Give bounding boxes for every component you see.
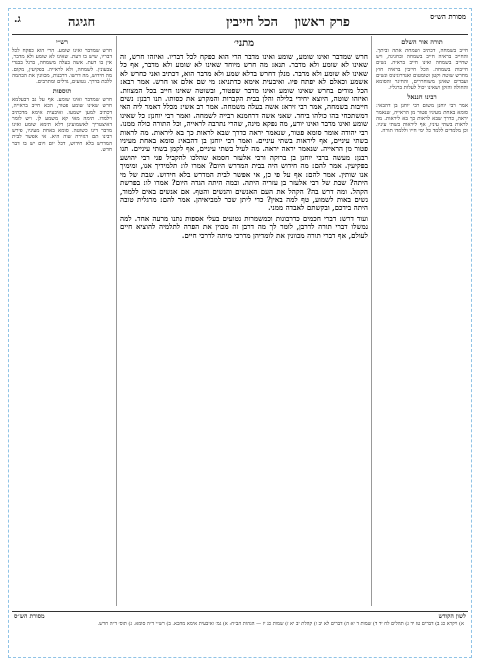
main-opening-word: מתני׳ bbox=[233, 38, 255, 49]
torah-or-heading: תורה אור השלם bbox=[401, 38, 443, 46]
right-commentary bbox=[376, 36, 468, 606]
tractate-title: חגיגה bbox=[68, 15, 96, 30]
rashi-heading: רש״י bbox=[56, 38, 68, 46]
tosafot-text: חרש שמדבר ואינו שומע. אף על גב דבעלמא חרש שאינו שומע פטור, הכא חייב בראייה, דכתיב למען ישמעו. ואיבעית אימא מדכתיב וילמדו. תימה מאי קא משמע לן. ויש לומר דאיצטריך לאשמועינן דלא תימא שומע ואינו מדבר דינו כשוטה. סומא באחת מעיניו, פירש רבינו תם דגזירה שוה היא. אי אפשר לבית המדרש בלא חידוש, דכל יום ויום יש בו דבר חדש. bbox=[12, 97, 112, 153]
right-text-2: אמר רבי יוחנן משום רבי יוחנן בן דהבאי: סומא באחת מעיניו פטור מן הראייה, שנאמר יראה, כדרך שבא לראות כך בא ליראות. מה לראות בשתי עיניו, אף ליראות בשתי עיניו. וכן מלמדים ללמד כל ימי חייו וללמדו תורה. bbox=[376, 103, 468, 135]
footer-label-left: מסורת הש״ס bbox=[14, 613, 45, 620]
page-header bbox=[12, 12, 468, 35]
divider-left bbox=[116, 36, 117, 606]
tosafot-heading: תוספות bbox=[52, 87, 72, 96]
main-gemara bbox=[120, 36, 368, 596]
page-number: ג. bbox=[14, 14, 21, 25]
talmud-page bbox=[12, 12, 468, 654]
perek-label: פרק ראשון bbox=[294, 15, 350, 30]
main-closing: ועוד דרש: דברי חכמים כדרבונות וכמשמרות נטועים בעלי אספות נתנו מרעה אחד. למה נמשלו דברי תורה לדרבן, לומר לך מה דרבן זה מכוין את הפרה לתלמיה להוציא חיים לעולם, אף דברי תורה מכוונין את לומדיהן מדרכי מיתה לדרכי חיים. bbox=[120, 213, 368, 240]
footer-notes: א) ויקרא כג ב) דברים טז יד ג) תהלים לח יד ד) שמות ד יא ה) דברים לא יב ו) קהלת יב יא ז) שמות כג יז — הגהות הב״ח: א) גמ׳ ואיבעית אימא מהכא. ב) רש״י ד״ה סומא. ג) תוס׳ ד״ה חרש. bbox=[97, 621, 464, 627]
main-text: חרש שמדבר ואינו שומע, שומע ואינו מדבר הרי הוא כפקח לכל דבריו. ואיזהו חרש, זה שאינו לא שומע ולא מדבר. תנא: מה חרש מיוחד שאינו לא שומע ולא מדבר, אף כל שאינו לא שומע ולא מדבר. מנלן דחרש בדלא שמע ולא מדבר הוא, דכתיב ואני כחרש לא אשמע וכאלם לא יפתח פיו. ואיבעית אימא כדתניא: מי שם אלם או חרש. אמר רבא: הכל מודים בחרש שאינו שומע ואינו מדבר שפטור, ובשוטה שאינו חייב בכל המצוות. ואיזהו שוטה, היוצא יחידי בלילה והלן בבית הקברות והמקרע את כסותו. תנו רבנן: נשים חייבות בשמחה, אמר רבי זירא: אשה בעלה משמחה. אמר רב אשי: מכלל דאמר ליה האי דמשתכחי בהו כולהו ביחד. שאני אשה דרחמנא רבייה לשמחה. ואמר רבי יוחנן: כל שאינו שומע ואינו מדבר ואינו יודע, מה נפקא מינה, שהרי נתרבה לראייה, וכל התורה כולה ממנו. רבי יהודה אומר סומא פטור, שנאמר יראה כדרך שבא לראות כך בא ליראות. מה לראות בשתי עיניים, אף ליראות בשתי עיניים. ואמר רבי יוחנן בן דהבאי: סומא באחת מעיניו פטור מן הראייה. שנאמר יראה יראה. מה לעיל בשתי עיניים, אף לקמן בשתי עיניים. תנו רבנן: מעשה ברבי יוחנן בן ברוקה ורבי אלעזר חסמא שהלכו להקביל פני רבי יהושע בפקיעין. אמר להם: מה חידוש היה בבית המדרש היום? אמרו לו: תלמידיך אנו, ומימיך אנו שותין. אמר להם: אף על פי כן, אי אפשר לבית המדרש בלא חידוש. שבת של מי היתה? שבת של רבי אלעזר בן עזריה היתה. ובמה היתה הגדה היום? אמרו לו: בפרשת הקהל. ומה דרש בה? הקהל את העם האנשים והנשים והטף. אם אנשים באים ללמוד, נשים באות לשמוע, טף למה באין? כדי ליתן שכר למביאיהן. אמר להם: מרגלית טובה היתה בידכם, ובקשתם לאבדה ממני. bbox=[120, 52, 368, 213]
rabbenu-heading: רבינו חננאל bbox=[407, 93, 437, 102]
footer-label-right: לשון הקודש bbox=[438, 613, 466, 620]
masoret-label: מסורת הש״ס bbox=[430, 12, 466, 21]
divider-right bbox=[371, 36, 372, 606]
rashi-text: חרש שמדבר ואינו שומע. הרי הוא כפקח לכל דבריו, שיש בו דעת. שאינו לא שומע ולא מדבר, אין בו דעת. אשה בעלה משמחה, ברגל בבגדי צבעונין. לשמחה, ולא לראייה. בפקיעין, מקום. מה חידוש, מה דרשו. דרבנות, מכוונין את הבהמה ללכת בדרך. נטועים, גדלים ומתרבים. bbox=[12, 48, 112, 86]
page-footer bbox=[12, 611, 468, 654]
left-commentary bbox=[12, 36, 112, 606]
chapter-title: הכל חייבין bbox=[226, 15, 278, 30]
right-text-1: חייב בשמחה, דכתיב ושמחת אתה וביתך. והחייב בראיה חייב בשמחה ובחגיגה, ויש שחייב בשמחה ואינו חייב בראיה. נשים חייבות בשמחה. הכל חייבין בראיה חוץ מחרש שוטה וקטן וטומטום ואנדרוגינוס ונשים ועבדים שאינן משוחררים, והחיגר והסומא והחולה והזקן ושאינו יכול לעלות ברגליו. bbox=[376, 48, 468, 92]
